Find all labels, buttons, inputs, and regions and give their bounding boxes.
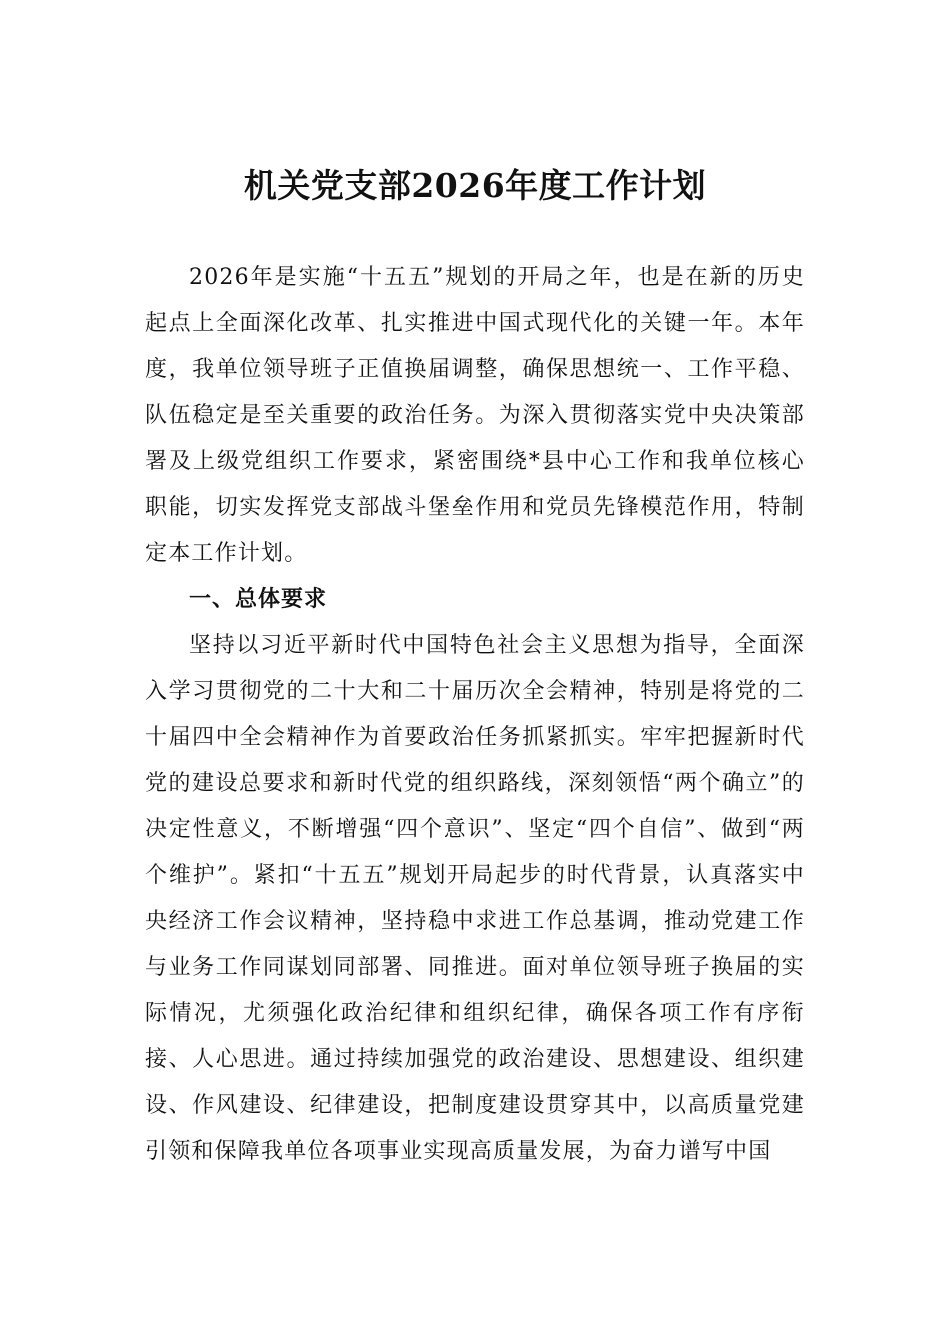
general-requirements-paragraph: 坚持以习近平新时代中国特色社会主义思想为指导，全面深入学习贯彻党的二十大和二十届历次全会精神，特别是将党的二十届四中全会精神作为首要政治任务抓紧抓实。牢牢把握新时代党的建设总要求和新时代党的组织路线，深刻领悟“两个确立”的决定性意义，不断增强“四个意识”、坚定“四个自信”、做到“两个维护”。紧扣“十五五”规划开局起步的时代背景，认真落实中央经济工作会议精神，坚持稳中求进工作总基调，推动党建工作与业务工作同谋划同部署、同推进。面对单位领导班子换届的实际情况，尤须强化政治纪律和组织纪律，确保各项工作有序衔接、人心思进。通过持续加强党的政治建设、思想建设、组织建设、作风建设、纪律建设，把制度建设贯穿其中，以高质量党建引领和保障我单位各项事业实现高质量发展，为奋力谱写中国 [145, 633, 805, 1164]
document-body [145, 255, 805, 1175]
section-heading-general-requirements: 一、总体要求 [189, 587, 328, 612]
intro-paragraph: 2026年是实施“十五五”规划的开局之年，也是在新的历史起点上全面深化改革、扎实推进中国式现代化的关键一年。本年度，我单位领导班子正值换届调整，确保思想统一、工作平稳、队伍稳定是至关重要的政治任务。为深入贯彻落实党中央决策部署及上级党组织工作要求，紧密围绕*县中心工作和我单位核心职能，切实发挥党支部战斗堡垒作用和党员先锋模范作用，特制定本工作计划。 [145, 265, 805, 566]
document-title: 机关党支部2026年度工作计划 [243, 166, 707, 205]
